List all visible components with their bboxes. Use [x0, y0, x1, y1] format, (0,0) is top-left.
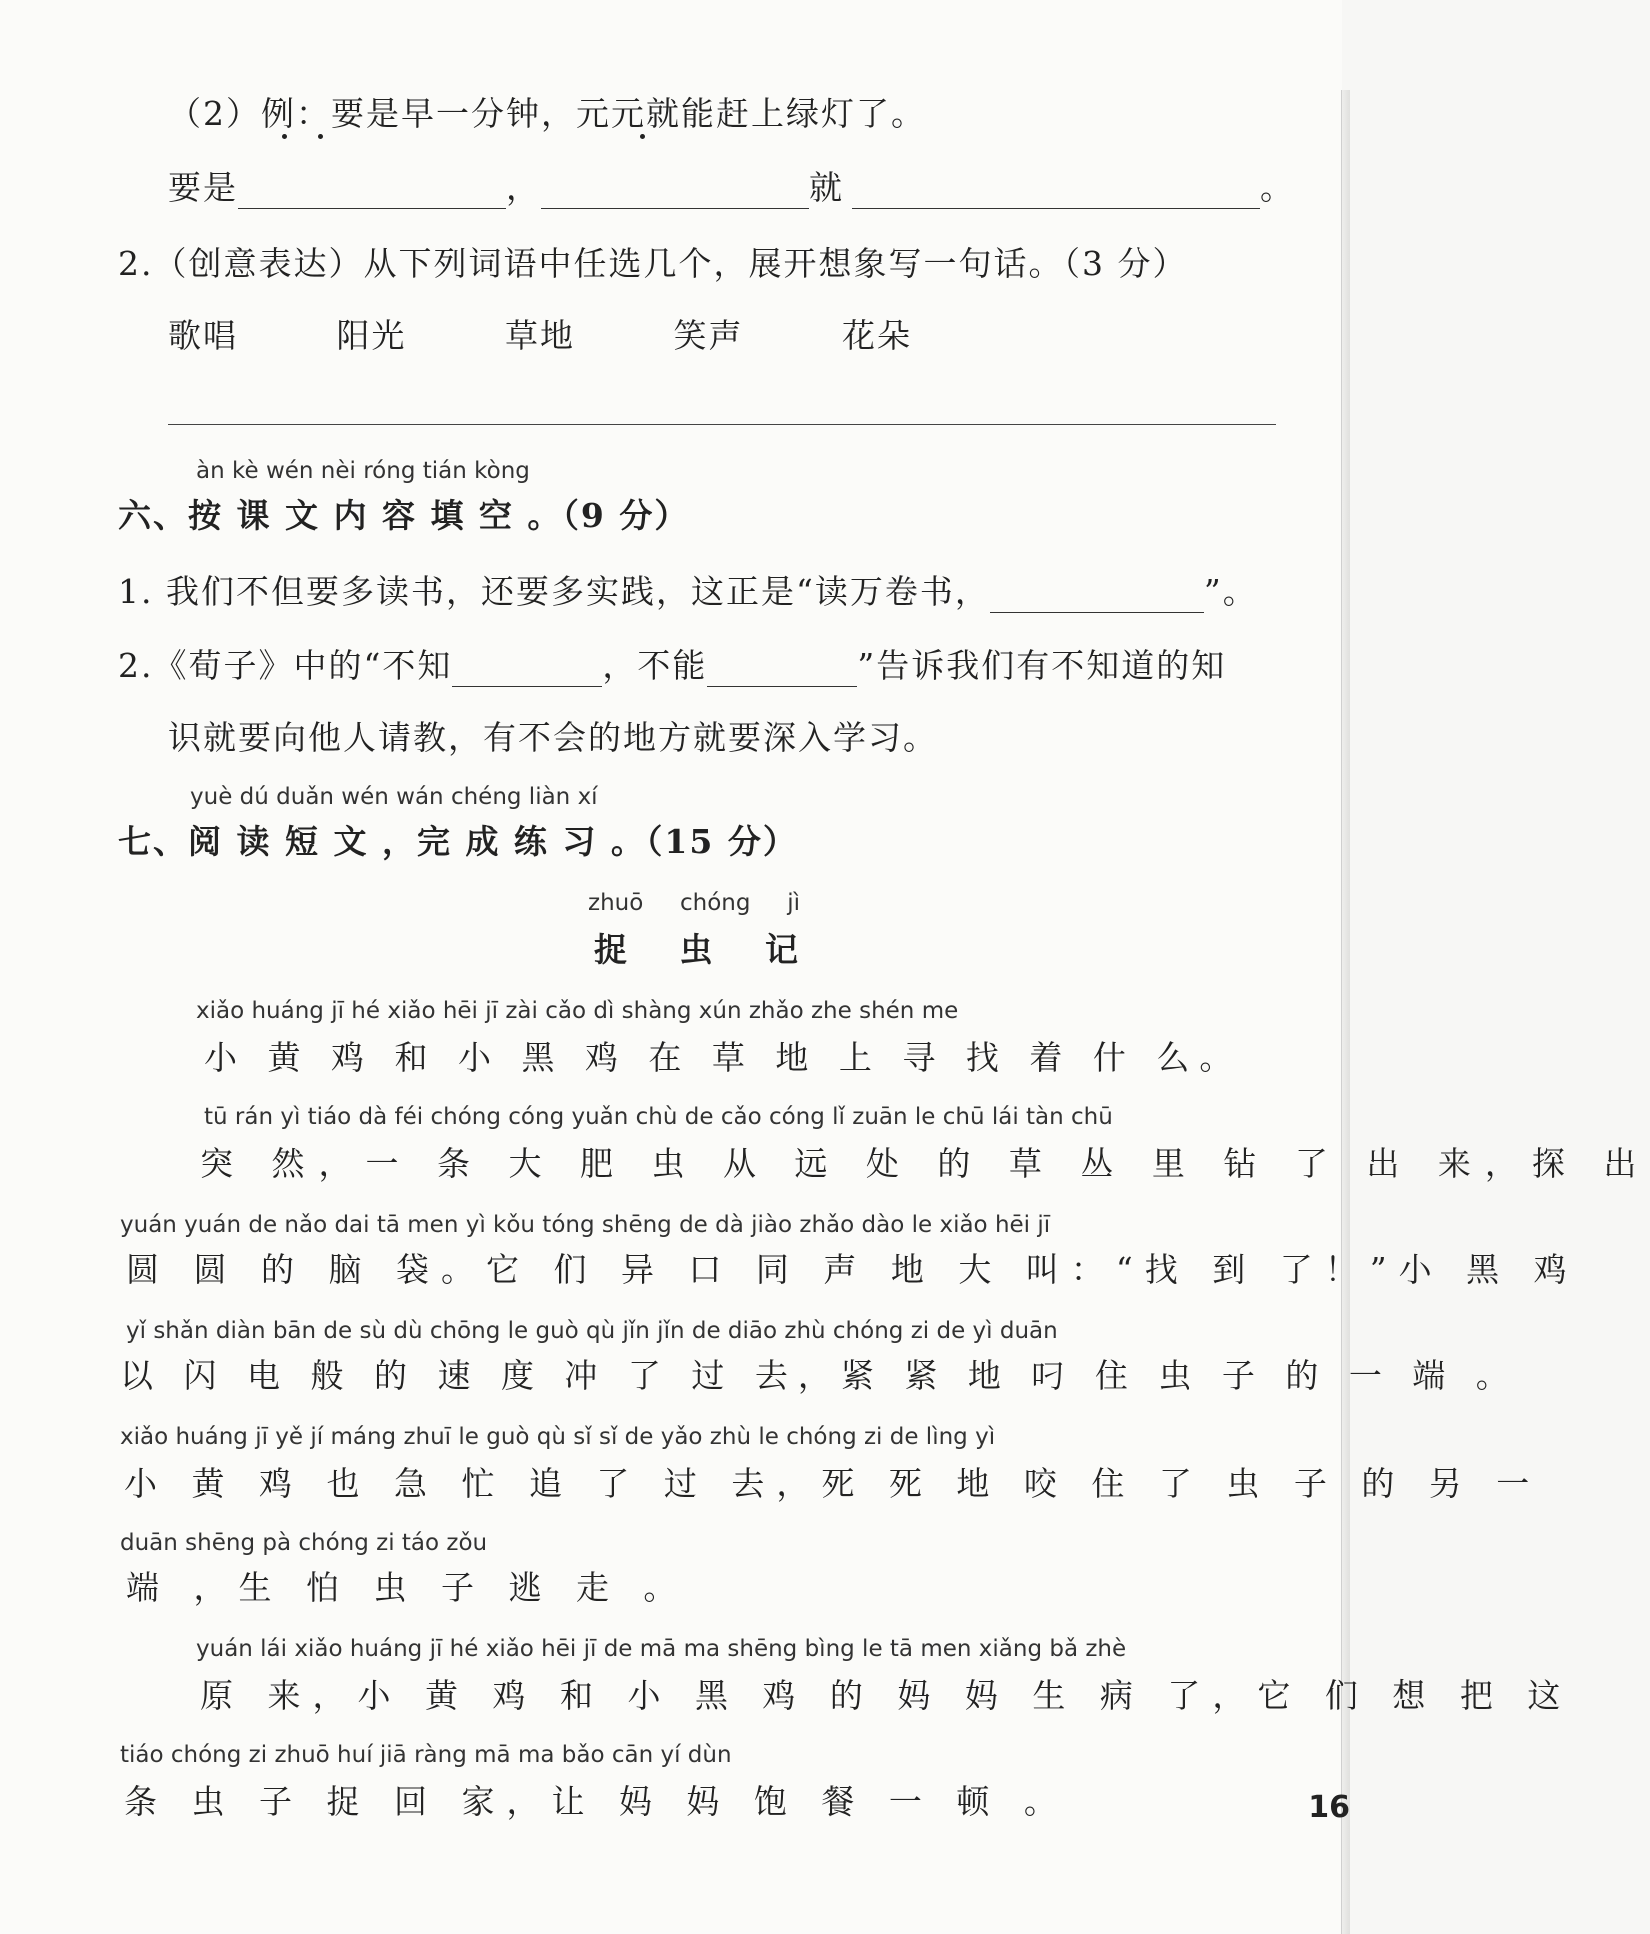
story-pinyin-line: yǐ shǎn diàn bān de sù dù chōng le guò qù jǐn jǐn de diāo zhù chóng zi de yì duān: [126, 1318, 1058, 1344]
section6-q2: [118, 640, 1226, 687]
story-title-pinyin: [588, 890, 800, 916]
pinyin-syllable: jì: [787, 890, 800, 916]
answer-blank[interactable]: [990, 582, 1204, 613]
answer-blank[interactable]: [707, 656, 857, 687]
story-pinyin-line: yuán lái xiǎo huáng jī hé xiǎo hēi jī de mā ma shēng bìng le tā men xiǎng bǎ zhè: [196, 1636, 1127, 1662]
word-item: 花朵: [842, 316, 912, 355]
story-title: [594, 924, 800, 971]
title-char: 记: [765, 930, 800, 969]
sentence-frame: [168, 162, 1295, 209]
story-pinyin-line: yuán yuán de nǎo dai tā men yì kǒu tóng shēng de dà jiào zhǎo dào le xiǎo hēi jī: [120, 1212, 1051, 1238]
emphasis-dot: [640, 134, 645, 139]
word-item: 阳光: [336, 316, 407, 355]
story-text-line: 圆 圆 的 脑 袋。它 们 异 口 同 声 地 大 叫：“找 到 了！”小 黑 鸡: [126, 1250, 1579, 1289]
title-char: 捉: [594, 930, 629, 969]
answer-blank[interactable]: [852, 178, 1260, 209]
story-text-line: 原 来，小 黄 鸡 和 小 黑 鸡 的 妈 妈 生 病 了，它 们 想 把 这: [200, 1676, 1573, 1715]
emphasis-dot: [282, 134, 287, 139]
story-pinyin-line: tiáo chóng zi zhuō huí jiā ràng mā ma bǎo cān yí dùn: [120, 1742, 732, 1768]
section6-q2-cont: 识就要向他人请教，有不会的地方就要深入学习。: [168, 718, 938, 757]
answer-blank[interactable]: [452, 656, 602, 687]
word-list: [168, 310, 912, 357]
story-pinyin-line: duān shēng pà chóng zi táo zǒu: [120, 1530, 488, 1556]
section6-pinyin: àn kè wén nèi róng tián kòng: [196, 458, 530, 484]
section7-pinyin: yuè dú duǎn wén wán chéng liàn xí: [190, 784, 598, 810]
pinyin-syllable: zhuō: [588, 890, 644, 916]
story-pinyin-line: xiǎo huáng jī hé xiǎo hēi jī zài cǎo dì shàng xún zhǎo zhe shén me: [196, 998, 959, 1024]
creative-question: 2.（创意表达）从下列词语中任选几个，展开想象写一句话。（3 分）: [118, 244, 1188, 283]
story-text-line: 小 黄 鸡 也 急 忙 追 了 过 去，死 死 地 咬 住 了 虫 子 的 另 一: [124, 1464, 1542, 1503]
word-item: 笑声: [673, 316, 744, 355]
page-edge: [1341, 90, 1350, 1934]
answer-blank[interactable]: [238, 178, 506, 209]
answer-blank[interactable]: [541, 178, 809, 209]
story-text-line: 端 ，生 怕 虫 子 逃 走 。: [126, 1568, 689, 1607]
section6-title: 六、按 课 文 内 容 填 空 。（9 分）: [118, 496, 690, 535]
section7-title: 七、阅 读 短 文 ，完 成 练 习 。（15 分）: [118, 822, 798, 861]
story-pinyin-line: tū rán yì tiáo dà féi chóng cóng yuǎn chù de cǎo cóng lǐ zuān le chū lái tàn chū: [204, 1104, 1113, 1130]
frame-comma: ，: [506, 168, 541, 207]
story-text-line: 突 然，一 条 大 肥 虫 从 远 处 的 草 丛 里 钻 了 出 来，探 出: [200, 1144, 1650, 1183]
frame-period: 。: [1260, 168, 1295, 207]
example-sentence: （2）例：要是早一分钟，元元就能赶上绿灯了。: [168, 94, 926, 133]
frame-word-yaoshi: 要是: [168, 168, 238, 207]
word-item: 歌唱: [168, 316, 238, 355]
q2-text-c: ”告诉我们有不知道的知: [857, 646, 1227, 685]
emphasis-dot: [318, 134, 323, 139]
story-text-line: 条 虫 子 捉 回 家，让 妈 妈 饱 餐 一 顿 。: [124, 1782, 1069, 1821]
page-number: 16: [1308, 1790, 1350, 1825]
q1-end: ”。: [1203, 572, 1258, 611]
story-text-line: 小 黄 鸡 和 小 黑 鸡 在 草 地 上 寻 找 着 什 么。: [204, 1038, 1243, 1077]
q2-text-a: 2.《荀子》中的“不知: [118, 646, 453, 685]
section6-q1: [118, 566, 1258, 613]
word-item: 草地: [505, 316, 575, 355]
frame-word-jiu: 就: [809, 168, 844, 207]
pinyin-syllable: chóng: [680, 890, 751, 916]
q1-text: 1. 我们不但要多读书，还要多实践，这正是“读万卷书，: [118, 572, 990, 611]
title-char: 虫: [679, 930, 715, 969]
story-text-line: 以 闪 电 般 的 速 度 冲 了 过 去，紧 紧 地 叼 住 虫 子 的 一 端 。: [120, 1356, 1519, 1395]
q2-text-b: ，不能: [602, 646, 708, 685]
story-pinyin-line: xiǎo huáng jī yě jí máng zhuī le guò qù sǐ sǐ de yǎo zhù le chóng zi de lìng yì: [120, 1424, 996, 1450]
writing-line[interactable]: [168, 424, 1276, 425]
